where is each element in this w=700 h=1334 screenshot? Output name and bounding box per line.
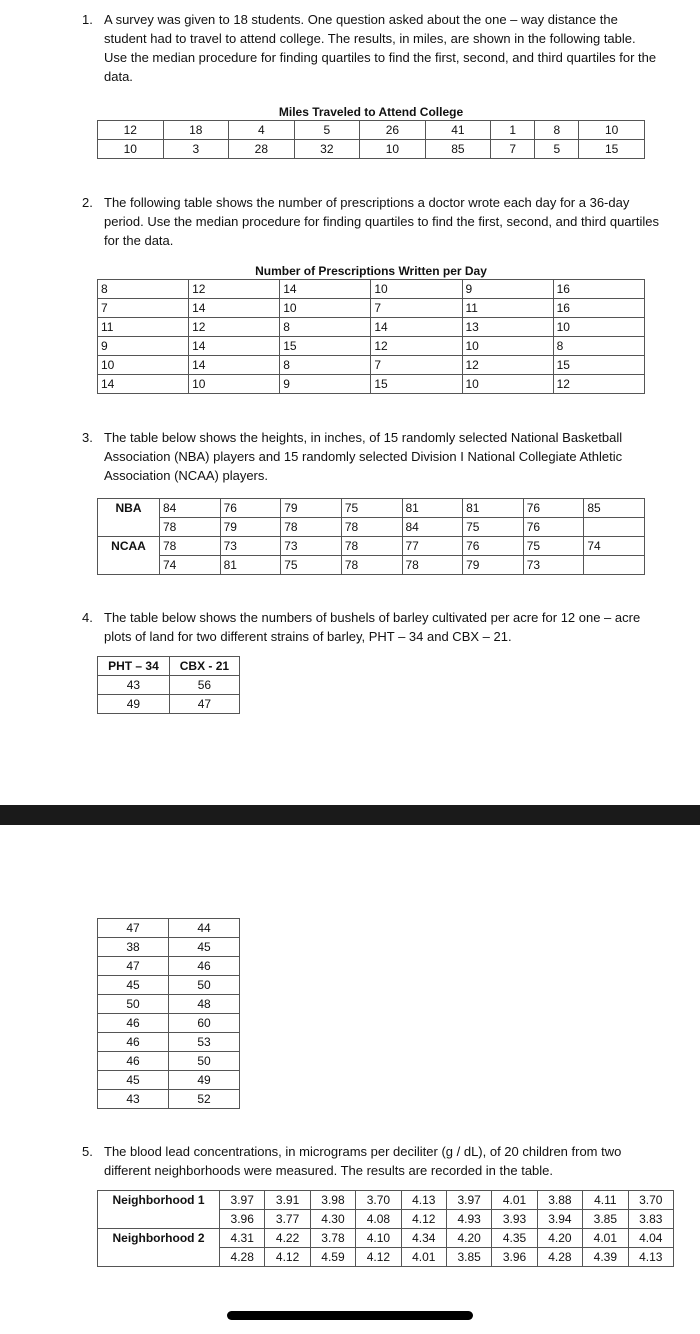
table-cell: 8 xyxy=(280,318,371,337)
table-row xyxy=(98,318,645,337)
table-cell: 4 xyxy=(229,121,295,140)
table-row xyxy=(98,695,240,714)
table-cell: 15 xyxy=(579,140,645,159)
table-cell: 15 xyxy=(553,356,644,375)
table-cell: 28 xyxy=(229,140,295,159)
table-cell: 4.01 xyxy=(492,1191,537,1210)
table-cell: 77 xyxy=(402,537,463,556)
table-cell: 10 xyxy=(189,375,280,394)
table-cell: 73 xyxy=(523,556,584,575)
table-cell: 73 xyxy=(220,537,281,556)
barley-table-top xyxy=(97,656,240,714)
table-row xyxy=(98,1071,240,1090)
table-cell: 4.93 xyxy=(446,1210,491,1229)
table-cell: 46 xyxy=(98,1052,169,1071)
table-cell: 45 xyxy=(98,976,169,995)
question-text: The table below shows the heights, in inches, of 15 randomly selected National Basketball Association (NBA) players and 15 randomly selected Division I National Collegiate Athletic Association (NCAA) players. xyxy=(104,430,623,483)
table-row xyxy=(98,1014,240,1033)
table-cell: 4.34 xyxy=(401,1229,446,1248)
table-row xyxy=(98,375,645,394)
table-row xyxy=(98,657,240,676)
question-2 xyxy=(82,193,662,250)
barley-table-bottom xyxy=(97,918,240,1109)
table-cell: 47 xyxy=(98,957,169,976)
table-cell: 4.12 xyxy=(356,1248,401,1267)
table-cell: 11 xyxy=(98,318,189,337)
table-row xyxy=(98,919,240,938)
table-cell: 75 xyxy=(341,499,402,518)
table-cell: 18 xyxy=(163,121,229,140)
table-cell: 10 xyxy=(280,299,371,318)
table-cell: 12 xyxy=(462,356,553,375)
table-cell: 81 xyxy=(463,499,524,518)
ncaa-label: NCAA xyxy=(98,537,160,556)
table-cell: 50 xyxy=(169,976,240,995)
table-cell: 12 xyxy=(98,121,164,140)
table-row xyxy=(98,1033,240,1052)
table-row xyxy=(98,1248,674,1267)
table-cell: 5 xyxy=(535,140,579,159)
lead-table xyxy=(97,1190,674,1267)
table-cell: 10 xyxy=(462,337,553,356)
table-cell: 16 xyxy=(553,299,644,318)
question-text: A survey was given to 18 students. One question asked about the one – way distance the student had to travel to attend college. The results, in miles, are shown in the following table. Use the median procedure for finding quartiles to find the first, second, and third quartiles for the data. xyxy=(104,12,657,84)
table-cell xyxy=(584,556,645,575)
table-cell: 4.30 xyxy=(310,1210,355,1229)
table-row xyxy=(98,1052,240,1071)
question-number: 5. xyxy=(82,1144,93,1159)
table-cell: 3.88 xyxy=(537,1191,582,1210)
table-cell: 79 xyxy=(281,499,342,518)
table-cell: 85 xyxy=(425,140,491,159)
heights-table xyxy=(97,498,645,575)
table-cell: 12 xyxy=(553,375,644,394)
table-cell: 78 xyxy=(341,556,402,575)
table-row xyxy=(98,121,645,140)
table-cell: 14 xyxy=(280,280,371,299)
table-cell: 74 xyxy=(160,556,221,575)
table-cell xyxy=(98,1248,220,1267)
table-cell: 4.08 xyxy=(356,1210,401,1229)
table-cell: 4.12 xyxy=(265,1248,310,1267)
table-cell: 10 xyxy=(98,140,164,159)
table-cell: 7 xyxy=(491,140,535,159)
table-cell: 10 xyxy=(553,318,644,337)
table-cell: 4.13 xyxy=(628,1248,673,1267)
table-cell: 50 xyxy=(98,995,169,1014)
question-3 xyxy=(82,428,662,485)
table-cell: 76 xyxy=(220,499,281,518)
table-cell: 81 xyxy=(220,556,281,575)
table-cell: 3.85 xyxy=(583,1210,628,1229)
nba-label: NBA xyxy=(98,499,160,518)
question-5 xyxy=(82,1142,662,1180)
table-cell: 3.96 xyxy=(492,1248,537,1267)
table-cell: 84 xyxy=(402,518,463,537)
table-cell: 3.70 xyxy=(356,1191,401,1210)
table-cell: 7 xyxy=(371,356,462,375)
table-cell: 43 xyxy=(98,676,170,695)
table-cell xyxy=(584,518,645,537)
table-cell: 44 xyxy=(169,919,240,938)
table-row xyxy=(98,995,240,1014)
table-row xyxy=(98,676,240,695)
miles-table xyxy=(97,104,645,159)
table-cell: 10 xyxy=(462,375,553,394)
column-header: PHT – 34 xyxy=(98,657,170,676)
table-row xyxy=(98,499,645,518)
table-cell: 10 xyxy=(371,280,462,299)
question-text: The table below shows the numbers of bushels of barley cultivated per acre for 12 one – acre plots of land for two different strains of barley, PHT – 34 and CBX – 21. xyxy=(104,610,641,644)
table-cell: 32 xyxy=(294,140,360,159)
table-cell: 4.20 xyxy=(446,1229,491,1248)
prescriptions-table xyxy=(97,263,645,394)
table-cell: 3 xyxy=(163,140,229,159)
table-cell: 46 xyxy=(98,1033,169,1052)
table-cell: 47 xyxy=(98,919,169,938)
table-cell: 79 xyxy=(220,518,281,537)
table-cell: 79 xyxy=(463,556,524,575)
table-cell: 52 xyxy=(169,1090,240,1109)
table-cell: 50 xyxy=(169,1052,240,1071)
question-number: 2. xyxy=(82,195,93,210)
table-cell: 4.39 xyxy=(583,1248,628,1267)
table-cell: 4.28 xyxy=(220,1248,265,1267)
table-cell: 10 xyxy=(579,121,645,140)
n1-label: Neighborhood 1 xyxy=(98,1191,220,1210)
question-number: 4. xyxy=(82,610,93,625)
table-cell: 4.28 xyxy=(537,1248,582,1267)
table-cell: 45 xyxy=(169,938,240,957)
table-cell: 9 xyxy=(280,375,371,394)
table-cell: 14 xyxy=(371,318,462,337)
table-cell: 48 xyxy=(169,995,240,1014)
table-cell: 4.20 xyxy=(537,1229,582,1248)
table-row xyxy=(98,337,645,356)
table-cell: 4.01 xyxy=(401,1248,446,1267)
table-row xyxy=(98,299,645,318)
table-cell: 76 xyxy=(523,499,584,518)
table-cell: 3.98 xyxy=(310,1191,355,1210)
table-cell: 15 xyxy=(371,375,462,394)
question-number: 3. xyxy=(82,430,93,445)
table-cell: 74 xyxy=(584,537,645,556)
table-cell: 3.83 xyxy=(628,1210,673,1229)
question-1 xyxy=(82,10,662,86)
home-indicator[interactable] xyxy=(227,1311,473,1320)
table-cell: 4.11 xyxy=(583,1191,628,1210)
table-cell: 4.35 xyxy=(492,1229,537,1248)
table-row xyxy=(98,1090,240,1109)
question-text: The following table shows the number of prescriptions a doctor wrote each day for a 36-day period. Use the median procedure for finding quartiles to find the first, second, and third quartiles for the data. xyxy=(104,195,659,248)
table-cell: 3.78 xyxy=(310,1229,355,1248)
table-cell xyxy=(98,556,160,575)
table-cell: 76 xyxy=(463,537,524,556)
table-cell: 4.04 xyxy=(628,1229,673,1248)
screenshot-divider xyxy=(0,805,700,825)
table-cell: 8 xyxy=(553,337,644,356)
table-cell: 7 xyxy=(98,299,189,318)
table-cell: 76 xyxy=(523,518,584,537)
table-cell: 3.70 xyxy=(628,1191,673,1210)
table-row xyxy=(98,1229,674,1248)
table-cell: 9 xyxy=(98,337,189,356)
table-cell: 5 xyxy=(294,121,360,140)
table-cell: 3.91 xyxy=(265,1191,310,1210)
table-row xyxy=(98,957,240,976)
table-row xyxy=(98,518,645,537)
table-cell: 8 xyxy=(98,280,189,299)
table-cell: 78 xyxy=(341,518,402,537)
table-cell: 3.94 xyxy=(537,1210,582,1229)
table-cell: 46 xyxy=(98,1014,169,1033)
table-cell: 60 xyxy=(169,1014,240,1033)
table-cell: 14 xyxy=(189,356,280,375)
table-cell: 3.96 xyxy=(220,1210,265,1229)
table-row xyxy=(98,938,240,957)
table-cell: 78 xyxy=(160,537,221,556)
table-row xyxy=(98,140,645,159)
table-cell: 11 xyxy=(462,299,553,318)
table-cell: 16 xyxy=(553,280,644,299)
table-cell: 4.10 xyxy=(356,1229,401,1248)
table-cell: 45 xyxy=(98,1071,169,1090)
table-cell: 12 xyxy=(189,318,280,337)
table-title: Number of Prescriptions Written per Day xyxy=(255,264,487,278)
table-cell: 49 xyxy=(98,695,170,714)
table-title: Miles Traveled to Attend College xyxy=(278,105,464,119)
table-cell: 4.01 xyxy=(583,1229,628,1248)
table-cell: 81 xyxy=(402,499,463,518)
table-cell: 12 xyxy=(371,337,462,356)
table-cell: 1 xyxy=(491,121,535,140)
table-cell: 26 xyxy=(360,121,426,140)
table-cell: 4.31 xyxy=(220,1229,265,1248)
column-header: CBX - 21 xyxy=(169,657,239,676)
n2-label: Neighborhood 2 xyxy=(98,1229,220,1248)
table-cell: 8 xyxy=(280,356,371,375)
table-cell: 12 xyxy=(189,280,280,299)
table-cell: 38 xyxy=(98,938,169,957)
table-cell: 84 xyxy=(160,499,221,518)
table-cell: 10 xyxy=(98,356,189,375)
table-cell: 47 xyxy=(169,695,239,714)
table-cell: 85 xyxy=(584,499,645,518)
table-row xyxy=(98,976,240,995)
table-cell: 53 xyxy=(169,1033,240,1052)
table-cell: 15 xyxy=(280,337,371,356)
table-cell: 3.93 xyxy=(492,1210,537,1229)
table-cell: 13 xyxy=(462,318,553,337)
table-cell: 78 xyxy=(402,556,463,575)
table-cell: 10 xyxy=(360,140,426,159)
table-cell: 46 xyxy=(169,957,240,976)
table-cell: 75 xyxy=(463,518,524,537)
table-cell: 3.85 xyxy=(446,1248,491,1267)
question-text: The blood lead concentrations, in micrograms per deciliter (g / dL), of 20 children from two different neighborhoods were measured. The results are recorded in the table. xyxy=(104,1144,622,1178)
table-cell: 56 xyxy=(169,676,239,695)
table-cell xyxy=(98,518,160,537)
table-row xyxy=(98,1191,674,1210)
question-number: 1. xyxy=(82,12,93,27)
table-cell: 41 xyxy=(425,121,491,140)
table-cell: 78 xyxy=(341,537,402,556)
table-cell: 4.22 xyxy=(265,1229,310,1248)
table-row xyxy=(98,556,645,575)
table-cell: 73 xyxy=(281,537,342,556)
table-cell: 43 xyxy=(98,1090,169,1109)
table-cell: 9 xyxy=(462,280,553,299)
table-row xyxy=(98,280,645,299)
table-cell xyxy=(98,1210,220,1229)
table-cell: 8 xyxy=(535,121,579,140)
table-cell: 3.97 xyxy=(446,1191,491,1210)
table-cell: 49 xyxy=(169,1071,240,1090)
table-cell: 14 xyxy=(98,375,189,394)
table-cell: 4.13 xyxy=(401,1191,446,1210)
table-row xyxy=(98,1210,674,1229)
table-cell: 3.77 xyxy=(265,1210,310,1229)
table-cell: 14 xyxy=(189,337,280,356)
question-4 xyxy=(82,608,662,646)
table-cell: 78 xyxy=(281,518,342,537)
table-cell: 78 xyxy=(160,518,221,537)
table-cell: 75 xyxy=(281,556,342,575)
table-row xyxy=(98,537,645,556)
table-cell: 75 xyxy=(523,537,584,556)
table-cell: 4.59 xyxy=(310,1248,355,1267)
table-cell: 3.97 xyxy=(220,1191,265,1210)
table-row xyxy=(98,356,645,375)
table-cell: 7 xyxy=(371,299,462,318)
table-cell: 4.12 xyxy=(401,1210,446,1229)
table-cell: 14 xyxy=(189,299,280,318)
